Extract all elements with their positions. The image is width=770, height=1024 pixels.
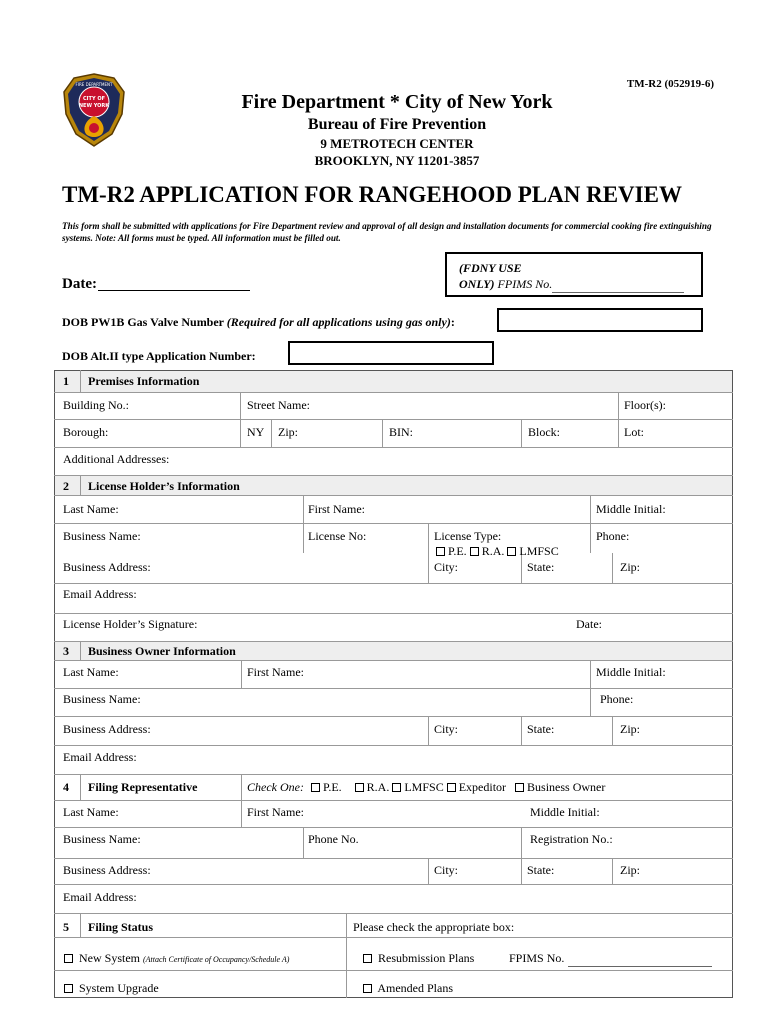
lh-license-type-label: License Type: [434,529,502,543]
col-divider [80,641,81,660]
row-divider [54,447,733,448]
building-no-field[interactable]: Building No.: [63,398,130,412]
bo-city-field[interactable]: City: [434,722,459,736]
row-divider [54,641,733,642]
row-divider [54,716,733,717]
fr-email-field[interactable]: Email Address: [63,890,137,904]
fr-first-name-field[interactable]: First Name: [247,805,304,819]
col-divider [80,475,81,495]
fr-middle-initial-field[interactable]: Middle Initial: [530,805,600,819]
col-divider [428,523,429,583]
row-divider [54,774,733,775]
col-divider [241,660,242,688]
col-divider [382,419,383,447]
row-divider [54,800,733,801]
fr-lmfsc-checkbox[interactable] [392,783,401,792]
section5-number: 5 [63,920,69,934]
lh-middle-initial-field[interactable]: Middle Initial: [596,502,666,516]
section3-title: Business Owner Information [88,644,236,658]
logo-top-text: FIRE DEPARTMENT [75,82,113,87]
logo-name-text: NEW YORK [78,103,110,109]
premises-zip-field[interactable]: Zip: [278,425,298,439]
row-divider [54,884,733,885]
address-line1: 9 METROTECH CENTER [320,136,474,151]
col-divider [590,495,591,553]
bureau-title: Bureau of Fire Prevention [307,116,487,133]
section5-title: Filing Status [88,920,154,934]
section3-number: 3 [63,644,69,658]
lh-ra-label: R.A. [481,544,505,558]
row-divider [54,475,733,476]
fr-ra-checkbox[interactable] [355,783,364,792]
fs-new-system-checkbox[interactable] [64,954,73,963]
col-divider [241,774,242,827]
pw1b-colon: : [450,315,455,329]
row-divider [54,583,733,584]
date-field[interactable] [98,290,250,291]
form-instructions: This form shall be submitted with applications for Fire Department review and approval of all design and installation documents for commercial cooking fire extinguishing systems. Note: All forms must be typed. All information must be filled out. [62,221,712,244]
col-divider [428,716,429,745]
lh-business-address-field[interactable]: Business Address: [63,560,151,574]
bo-zip-field[interactable]: Zip: [620,722,640,736]
row-divider [54,613,733,614]
bo-last-name-field[interactable]: Last Name: [63,665,119,679]
lh-license-no-field[interactable]: License No: [308,529,367,543]
row-divider [54,858,733,859]
section2-number: 2 [63,479,69,493]
fdny-fpims-label: FPIMS No. [497,276,553,291]
bo-email-field[interactable]: Email Address: [63,750,137,764]
section1-number: 1 [63,374,69,388]
fs-new-system-label: New System [79,951,140,965]
fr-business-address-field[interactable]: Business Address: [63,863,151,877]
section1-title: Premises Information [88,374,200,388]
fr-expeditor-checkbox[interactable] [447,783,456,792]
row-divider [54,392,733,393]
street-name-field[interactable]: Street Name: [247,398,310,412]
lot-field[interactable]: Lot: [624,425,644,439]
col-divider [612,553,613,583]
lh-first-name-field[interactable]: First Name: [308,502,365,516]
bo-first-name-field[interactable]: First Name: [247,665,304,679]
row-divider [54,660,733,661]
col-divider [80,370,81,392]
fr-zip-field[interactable]: Zip: [620,863,640,877]
lh-lmfsc-checkbox[interactable] [507,547,516,556]
block-field[interactable]: Block: [528,425,560,439]
fr-check-one [247,780,605,795]
fs-resubmission [363,951,474,966]
fs-new-system [64,951,289,966]
fs-fpims-field[interactable] [568,951,712,967]
col-divider [612,716,613,745]
col-divider [618,392,619,447]
row-divider [54,688,733,689]
lh-pe-checkbox[interactable] [436,547,445,556]
bo-business-name-field[interactable]: Business Name: [63,692,141,706]
fr-registration-field[interactable]: Registration No.: [530,832,613,846]
lh-state-field[interactable]: State: [527,560,555,574]
date-label: Date: [62,276,97,292]
fs-system-upgrade-checkbox[interactable] [64,984,73,993]
fr-city-field[interactable]: City: [434,863,459,877]
lh-lmfsc-label: LMFSC [519,544,559,558]
lh-date-field[interactable]: Date: [576,617,602,631]
bo-state-field[interactable]: State: [527,722,555,736]
col-divider [590,660,591,716]
fs-resubmission-label: Resubmission Plans [378,951,475,965]
section4-number: 4 [63,780,69,794]
fs-system-upgrade [64,981,159,996]
col-divider [521,419,522,447]
col-divider [612,858,613,884]
row-divider [54,419,733,420]
fs-new-system-note: (Attach Certificate of Occupancy/Schedule A) [143,955,290,964]
fs-system-upgrade-label: System Upgrade [79,981,159,995]
alt-app-input[interactable] [288,341,494,365]
fdny-fpims-field[interactable] [552,277,684,294]
fdny-use-box [445,252,703,297]
fr-state-field[interactable]: State: [527,863,555,877]
fs-fpims [509,951,712,967]
fr-check-one-label: Check One: [247,780,304,794]
lh-phone-field[interactable]: Phone: [596,529,630,543]
bin-field[interactable]: BIN: [389,425,413,439]
col-divider [346,913,347,998]
col-divider [80,913,81,937]
fr-last-name-field[interactable]: Last Name: [63,805,119,819]
col-divider [428,858,429,884]
lh-zip-field[interactable]: Zip: [620,560,640,574]
bo-phone-field[interactable]: Phone: [600,692,634,706]
section2-title: License Holder’s Information [88,479,240,493]
fr-phone-field[interactable]: Phone No. [308,832,359,846]
fr-ra-label: R.A. [366,780,390,794]
row-divider [54,523,733,524]
alt-app-label: DOB Alt.II type Application Number: [62,349,256,363]
bo-business-address-field[interactable]: Business Address: [63,722,151,736]
fr-business-name-field[interactable]: Business Name: [63,832,141,846]
row-divider [54,937,733,938]
pw1b-label [62,315,455,330]
fs-amended [363,981,453,996]
fdny-use-line2: ONLY) [459,276,495,291]
col-divider [240,392,241,447]
pw1b-input[interactable] [497,308,703,332]
bo-middle-initial-field[interactable]: Middle Initial: [596,665,666,679]
lh-license-type-options [436,544,559,559]
fs-amended-checkbox[interactable] [363,984,372,993]
lh-ra-checkbox[interactable] [470,547,479,556]
fs-resubmission-checkbox[interactable] [363,954,372,963]
lh-business-name-field[interactable]: Business Name: [63,529,141,543]
fs-instruction: Please check the appropriate box: [353,920,515,934]
fs-amended-label: Amended Plans [377,981,453,995]
row-divider [54,970,733,971]
col-divider [303,827,304,858]
fr-pe-label: P.E. [322,780,342,794]
fr-owner-label: Business Owner [527,780,606,794]
row-divider [54,495,733,496]
floors-field[interactable]: Floor(s): [624,398,666,412]
fs-fpims-label: FPIMS No. [509,951,565,965]
col-divider [303,495,304,553]
pw1b-label-text: DOB PW1B Gas Valve Number [62,315,224,329]
col-divider [521,716,522,745]
state-value: NY [247,425,265,439]
form-title: TM-R2 APPLICATION FOR RANGEHOOD PLAN REVIEW [62,182,682,207]
pw1b-note: (Required for all applications using gas only) [226,315,451,329]
address-line2: BROOKLYN, NY 11201-3857 [314,153,480,168]
row-divider [54,827,733,828]
fr-expeditor-label: Expeditor [458,780,507,794]
fdny-use-line1: (FDNY USE [459,261,522,275]
fr-owner-checkbox[interactable] [515,783,524,792]
col-divider [271,419,272,447]
borough-field[interactable]: Borough: [63,425,109,439]
additional-addresses-field[interactable]: Additional Addresses: [63,452,170,466]
lh-email-field[interactable]: Email Address: [63,587,137,601]
row-divider [54,745,733,746]
logo-city-text: CITY OF [83,96,105,102]
section4-title: Filing Representative [88,780,198,794]
lh-last-name-field[interactable]: Last Name: [63,502,119,516]
lh-signature-field[interactable]: License Holder’s Signature: [63,617,198,631]
department-title: Fire Department * City of New York [241,91,553,113]
lh-city-field[interactable]: City: [434,560,459,574]
col-divider [521,827,522,884]
row-divider [54,913,733,914]
form-number: TM-R2 (052919-6) [626,78,714,90]
col-divider [80,774,81,800]
lh-pe-label: P.E. [448,544,467,558]
fr-lmfsc-label: LMFSC [404,780,444,794]
fr-pe-checkbox[interactable] [311,783,320,792]
